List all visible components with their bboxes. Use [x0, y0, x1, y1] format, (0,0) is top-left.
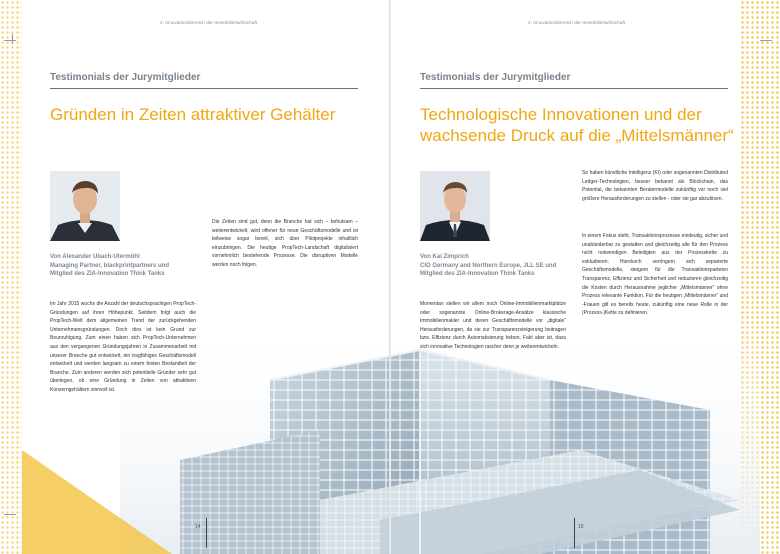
page-number-bar: [206, 518, 207, 548]
section-rule-right: [420, 88, 728, 89]
page-number-left: 14: [195, 524, 201, 530]
crop-mark: [4, 514, 16, 515]
body-column-right-1: Momentan stellen wir allem noch Online-Immobilienmarktplätze oder sogenannte Online-Brokerage-Ansätze klassische Immobilienmakler und deren Geschäftsmodelle vor „digitale“ Herausforderungen, da sie zur Transparenzsteigerung beitragen bzw. Effizienz durch Automatisierung heben. Fakt aber ist, dass sich innovative Technologien rascher denn je weiterentwickeln.: [420, 301, 566, 350]
caption-line: CIO Germany and Northern Europe, JLL SE und: [420, 262, 557, 269]
section-label-left: Testimonials der Jurymitglieder: [50, 72, 201, 83]
running-head-left: 2. Innovationsbereich der Immobilienwirtschaft: [160, 20, 258, 25]
caption-line: Managing Partner, blackprintpartners und: [50, 262, 170, 269]
section-label-right: Testimonials der Jurymitglieder: [420, 72, 571, 83]
body-column-right-2a: So haben künstliche Intelligenz (KI) oder sogenannten Distributed Ledger-Technologien, besser bekannt als Blockchain, das Potential, die bekannten Beratermodelle zukünftig vor noch viel größere Herausforderungen zu stellen - oder sie gar abzulösen.: [582, 170, 728, 202]
portrait-photo-alexander: [50, 171, 120, 241]
dot-pattern-left: [0, 0, 22, 554]
body-column-left-1: Im Jahr 2015 wuchs die Anzahl der deutschsprachigen PropTech-Gründungen auf ihren Höhepunkt. Seitdem folgt auch die PropTech-Welt dem allgemeinen Trend der zurückgehenden Unternehmensgründungen. Doch dies ist kein Grund zur Beunruhigung. Zum einen haben sich PropTech-Unternehmen aus den vergangenen Gründungsjahren in Zusammenarbeit mit unserer Branche gut entwickelt, ein tragfähiges Geschäftsmodell entwickelt und werden langsam zu einem festen Bestandteil der Branche. Zum anderen werden sich potentielle Gründer sehr gut überlegen, ob eine Gründung in Zeiten von attraktiven Konzerngehältern sinnvoll ist.: [50, 301, 196, 393]
headline-line: Technologische Innovationen und der: [420, 105, 702, 124]
section-rule-left: [50, 88, 358, 89]
crop-mark: [760, 40, 772, 41]
caption-line: Mitglied des ZIA-Innovation Think Tanks: [420, 271, 535, 277]
body-column-right-2b: In einem Fokus steht, Transaktionsprozesse eindeutig, sicher und unabänderbar zu gestalten und gleichzeitig alle für den Prozess nicht notwendigen Beteiligten aus der Prozesskette zu exkludieren. Hierdurch verringern sich separierte Geschäftsmodelle, steigern für die Transaktionsparteien Transparenz, Effizienz und Sicherheit und reduzieren gleichzeitig die Kosten durch Herausnahme jeglicher „Mittelsmänner“ ohne Prozess relevante Funktion. Für die heutigen „Mittelsmänner“ und -Frauen gilt es bereits heute, zukünftig eine neue Rolle in der (Prozess-)Kette zu definieren.: [582, 233, 728, 317]
page-number-bar: [574, 518, 575, 548]
caption-line: Von Kai Zimprich: [420, 254, 469, 260]
headline-line: wachsende Druck auf die „Mittelsmänner“: [420, 126, 734, 145]
running-head-right: 2. Innovationsbereich der Immobilienwirtschaft: [528, 20, 626, 25]
yellow-accent-wedge: [22, 450, 172, 554]
caption-left: [50, 253, 169, 279]
caption-right: [420, 253, 556, 279]
page-gutter: [389, 0, 391, 554]
caption-line: Von Alexander Ubach-Utermöhl: [50, 254, 140, 260]
headline-left: Gründen in Zeiten attraktiver Gehälter: [50, 105, 336, 124]
headline-right: [420, 104, 734, 146]
page-number-right: 15: [578, 524, 584, 530]
body-column-left-2: Die Zeiten sind gut, denn die Branche hat sich – behutsam – weiterentwickelt, wird offener für neue Geschäftsmodelle und ist teilweise sogar bereit, sich über Pilotprojekte inhaltlich einzubringen. Die heutige PropTech-Landschaft digitalisiert vornehmlich bestehende Prozesse. Die disruptiven Modelle werden noch folgen.: [212, 219, 358, 268]
crop-mark: [4, 40, 16, 41]
crop-mark: [12, 34, 13, 44]
portrait-photo-kai: [420, 171, 490, 241]
caption-line: Mitglied des ZIA-Innovation Think Tanks: [50, 271, 165, 277]
